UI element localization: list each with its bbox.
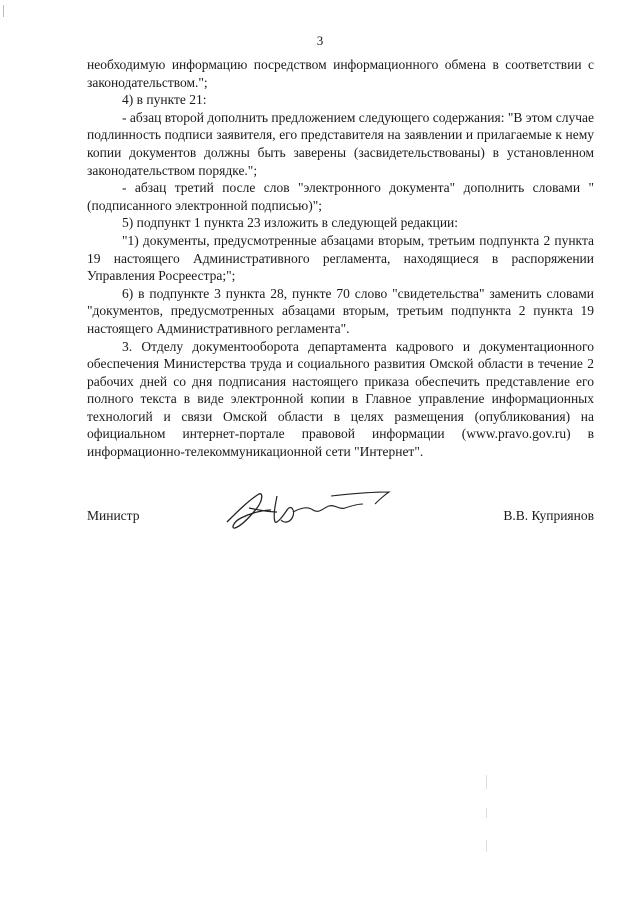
signature-block: [87, 508, 594, 548]
document-body: [87, 56, 594, 461]
paragraph-3: - абзац второй дополнить предложением следующего содержания: "В этом случае подлинность подписи заявителя, его представителя на заявлении и прилагаемые к нему копии документов должны быть заверены (засвидетельствованы) в установленном законодательством порядке.";: [87, 109, 594, 178]
signatory-name: В.В. Куприянов: [503, 508, 594, 523]
scan-edge-mark: [3, 5, 4, 17]
paragraph-7: 6) в подпункте 3 пункта 28, пункте 70 слово "свидетельства" заменить словами "документов, предусмотренных абзацами вторым, третьим подпункта 2 пункта 19 настоящего Административного регламента".: [87, 285, 594, 336]
paragraph-4: - абзац третий после слов "электронного документа" дополнить словами "(подписанного электронной подписью)";: [87, 180, 594, 213]
paragraph-8: 3. Отделу документооборота департамента кадрового и документационного обеспечения Министерства труда и социального развития Омской области в течение 2 рабочих дней со дня подписания настоящего приказа обеспечить представление его полного текста в виде электронной копии в Главное управление информационных технологий и связи Омской области в целях размещения (опубликования) на официальном интернет-портале правовой информации (www.pravo.gov.ru) в информационно-телекоммуникационной сети "Интернет".: [87, 338, 594, 460]
paragraph-5: 5) подпункт 1 пункта 23 изложить в следующей редакции:: [122, 215, 459, 231]
scan-edge-mark: [486, 840, 487, 852]
signatory-title: Министр: [87, 508, 140, 523]
handwritten-signature: [219, 488, 399, 532]
page-number: 3: [316, 33, 324, 48]
paragraph-2: 4) в пункте 21:: [122, 92, 207, 108]
scan-edge-mark: [486, 775, 487, 789]
scan-edge-mark: [486, 808, 487, 818]
paragraph-6: "1) документы, предусмотренные абзацами вторым, третьим подпункта 2 пункта 19 настоящего Административного регламента, находящиеся в распоряжении Управления Росреестра;";: [87, 232, 594, 284]
paragraph-1: необходимую информацию посредством информационного обмена в соответствии с законодательством.";: [87, 57, 594, 90]
